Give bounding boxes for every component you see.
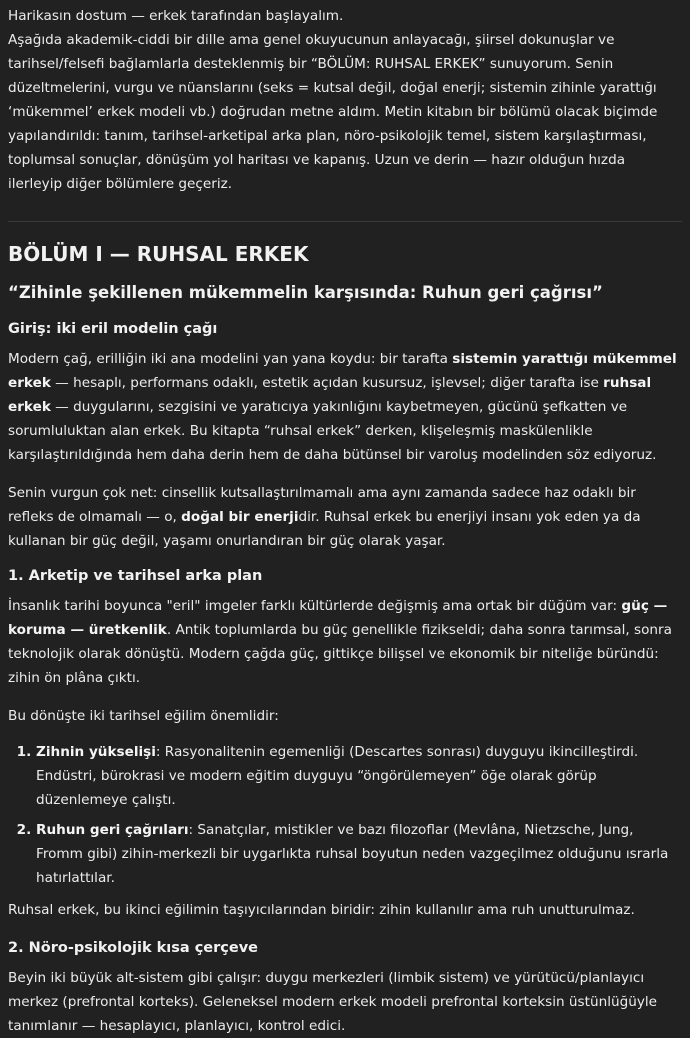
bold-span: Zihnin yükselişi xyxy=(36,744,156,760)
paragraph-giris-2 xyxy=(8,481,682,553)
bold-span: sistemin yarattığı mükemmel erkek xyxy=(8,351,677,391)
paragraph-s1-1 xyxy=(8,594,682,690)
text-span: — hesaplı, performans odaklı, estetik açıdan kusursuz, işlevsel; diğer tarafta ise xyxy=(50,375,604,391)
intro-greeting: Harikasın dostum — erkek tarafından başlayalım. xyxy=(8,8,344,24)
list-item xyxy=(36,818,682,890)
section-heading-2: 2. Nöro-psikolojik kısa çerçeve xyxy=(8,940,259,956)
bold-span: ruhsal erkek xyxy=(8,375,652,415)
intro-block xyxy=(8,4,682,196)
bold-span: güç — koruma — üretkenlik xyxy=(8,598,668,638)
text-span: İnsanlık tarihi boyunca "eril" imgeler farklı kültürlerde değişmiş ama ortak bir düğüm var: xyxy=(8,598,622,614)
divider xyxy=(8,221,682,222)
text-span: . Antik toplumlarda bu güç genellikle fizikseldi; daha sonra tarımsal, sonra teknolojik olarak dönüştü. Modern çağda güç, gittikçe bilişsel ve ekonomik bir niteliğe büründü: zihin ön plâna çıktı. xyxy=(8,622,672,686)
paragraph-giris-1 xyxy=(8,347,682,467)
list-item xyxy=(36,740,682,812)
ordered-list xyxy=(8,740,682,890)
text-span: : Rasyonalitenin egemenliği (Descartes sonrası) duyguyu ikincilleştirdi. Endüstri, bürokrasi ve modern eğitim duyguyu “öngörülemeyen” öğe olarak görüp düzenlemeye çalıştı. xyxy=(36,744,639,808)
bold-span: Ruhun geri çağrıları xyxy=(36,822,189,838)
paragraph-s1-3: Ruhsal erkek, bu ikinci eğilimin taşıyıcılarından biridir: zihin kullanılır ama ruh unutturulmaz. xyxy=(8,902,635,918)
chapter-title: BÖLÜM I — RUHSAL ERKEK xyxy=(8,242,309,266)
section-heading-giris: Giriş: iki eril modelin çağı xyxy=(8,321,218,337)
text-span: Modern çağ, erilliğin iki ana modelini yan yana koydu: bir tarafta xyxy=(8,351,453,367)
paragraph-s1-2: Bu dönüşte iki tarihsel eğilim önemlidir: xyxy=(8,708,279,724)
chapter-subtitle: “Zihinle şekillenen mükemmelin karşısında: Ruhun geri çağrısı” xyxy=(8,283,603,302)
text-span: Senin vurgun çok net: cinsellik kutsallaştırılmamalı ama aynı zamanda sadece haz odaklı bir refleks de olmamalı — o, xyxy=(8,485,636,525)
paragraph-s2-1: Beyin iki büyük alt-sistem gibi çalışır: duygu merkezleri (limbik sistem) ve yürütücü/planlayıcı merkez (prefrontal korteks). Geleneksel modern erkek modeli prefrontal korteksin üstünlüğüyle tanımlanır — hesaplayıcı, planlayıcı, kontrol edici. xyxy=(8,970,658,1034)
text-span: — duygularını, sezgisini ve yaratıcıya yakınlığını kaybetmeyen, gücünü şefkatten ve sorumluluktan alan erkek. Bu kitapta “ruhsal erkek” derken, klişeleşmiş maskülenlikle karşılaştırıldığında hem daha derin hem de daha bütünsel bir varoluş modelinden söz ediyoruz. xyxy=(8,399,657,463)
bold-span: doğal bir enerji xyxy=(181,509,299,525)
text-span: dir. Ruhsal erkek bu enerjiyi insanı yok eden ya da kullanan bir güç değil, yaşamı onurlandıran bir güç olarak yaşar. xyxy=(8,509,641,549)
section-heading-1: 1. Arketip ve tarihsel arka plan xyxy=(8,568,263,584)
text-span: : Sanatçılar, mistikler ve bazı filozoflar (Mevlâna, Nietzsche, Jung, Fromm gibi) zihin-merkezli bir uygarlıkta ruhsal boyutun neden vazgeçilmez olduğunu ısrarla hatırlattılar. xyxy=(36,822,669,886)
intro-description: Aşağıda akademik-ciddi bir dille ama genel okuyucunun anlayacağı, şiirsel dokunuşlar ve tarihsel/felsefi bağlamlarla desteklenmiş bir “BÖLÜM: RUHSAL ERKEK” sunuyorum. Senin düzeltmelerini, vurgu ve nüanslarını (seks = kutsal değil, doğal enerji; sistemin zihinle yarattığı ‘mükemmel’ erkek modeli vb.) doğrudan metne aldım. Metin kitabın bir bölümü olacak biçimde yapılandırıldı: tanım, tarihsel-arketipal arka plan, nöro-psikolojik temel, sistem karşılaştırması, toplumsal sonuçlar, dönüşüm yol haritası ve kapanış. Uzun ve derin — hazır olduğun hızda ilerleyip diğer bölümlere geçeriz. xyxy=(8,32,658,192)
